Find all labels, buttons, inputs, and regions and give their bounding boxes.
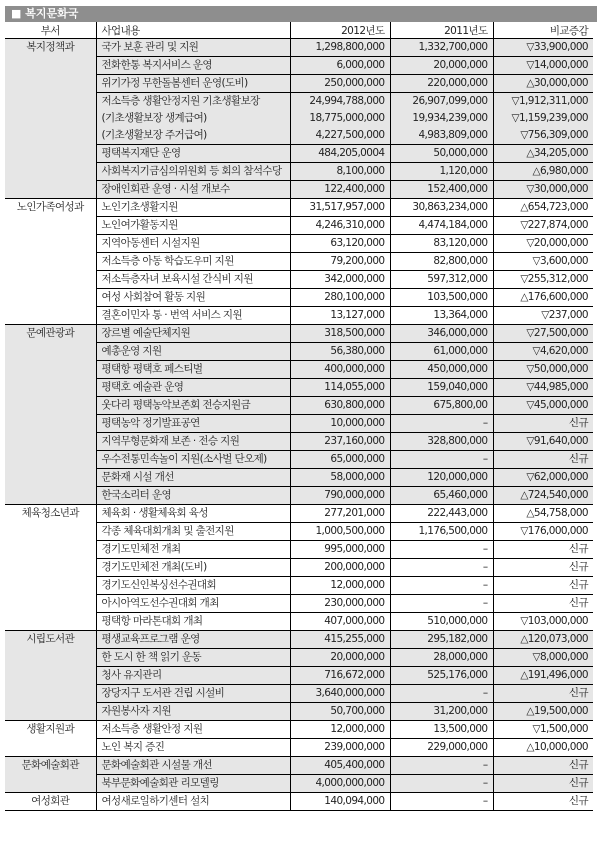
department-cell: 문예관광과 bbox=[5, 325, 96, 505]
amount-2012: 318,500,000 bbox=[290, 325, 390, 343]
amount-2011: 28,000,000 bbox=[390, 649, 493, 667]
amount-2012: 6,000,000 bbox=[290, 57, 390, 75]
change-amount: ▽14,000,000 bbox=[493, 57, 593, 75]
change-amount: ▽30,000,000 bbox=[493, 181, 593, 199]
amount-2012: 407,000,000 bbox=[290, 613, 390, 631]
project-name: 평택항 평택호 페스티벌 bbox=[96, 361, 290, 379]
amount-2011: – bbox=[390, 559, 493, 577]
project-name: 자원봉사자 지원 bbox=[96, 703, 290, 721]
change-amount: 신규 bbox=[493, 451, 593, 469]
amount-2012: 58,000,000 bbox=[290, 469, 390, 487]
change-amount: ▽4,620,000 bbox=[493, 343, 593, 361]
amount-2011: – bbox=[390, 775, 493, 793]
amount-2012: 200,000,000 bbox=[290, 559, 390, 577]
project-name: 청사 유지관리 bbox=[96, 667, 290, 685]
project-name: 예총운영 지원 bbox=[96, 343, 290, 361]
change-amount: △724,540,000 bbox=[493, 487, 593, 505]
amount-2012: 24,994,788,000 bbox=[290, 93, 390, 111]
project-name: 평택농악 정기발표공연 bbox=[96, 415, 290, 433]
change-amount: △30,000,000 bbox=[493, 75, 593, 93]
change-amount: 신규 bbox=[493, 775, 593, 793]
table-row bbox=[5, 793, 593, 811]
project-name: (기초생활보장 생계급여) bbox=[96, 110, 290, 127]
amount-2012: 79,200,000 bbox=[290, 253, 390, 271]
amount-2012: 716,672,000 bbox=[290, 667, 390, 685]
project-name: 장르별 예술단체지원 bbox=[96, 325, 290, 343]
amount-2011: 31,200,000 bbox=[390, 703, 493, 721]
project-name: 장애인회관 운영 · 시설 개보수 bbox=[96, 181, 290, 199]
amount-2011: 328,800,000 bbox=[390, 433, 493, 451]
change-amount: ▽103,000,000 bbox=[493, 613, 593, 631]
change-amount: 신규 bbox=[493, 757, 593, 775]
amount-2011: 65,460,000 bbox=[390, 487, 493, 505]
amount-2012: 4,227,500,000 bbox=[290, 127, 390, 145]
change-amount: ▽255,312,000 bbox=[493, 271, 593, 289]
amount-2012: 4,000,000,000 bbox=[290, 775, 390, 793]
project-name: 한국소리터 운영 bbox=[96, 487, 290, 505]
amount-2012: 237,160,000 bbox=[290, 433, 390, 451]
amount-2012: 114,055,000 bbox=[290, 379, 390, 397]
project-name: 국가 보훈 관리 및 지원 bbox=[96, 39, 290, 57]
amount-2012: 18,775,000,000 bbox=[290, 110, 390, 127]
change-amount: △10,000,000 bbox=[493, 739, 593, 757]
amount-2012: 8,100,000 bbox=[290, 163, 390, 181]
amount-2012: 1,000,500,000 bbox=[290, 523, 390, 541]
department-cell: 여성회관 bbox=[5, 793, 96, 811]
col-header-dept: 부서 bbox=[5, 22, 96, 39]
amount-2012: 3,640,000,000 bbox=[290, 685, 390, 703]
amount-2012: 484,205,0004 bbox=[290, 145, 390, 163]
amount-2012: 250,000,000 bbox=[290, 75, 390, 93]
project-name: 사회복지기금심의위원회 등 회의 참석수당 bbox=[96, 163, 290, 181]
amount-2012: 400,000,000 bbox=[290, 361, 390, 379]
project-name: 노인여가활동지원 bbox=[96, 217, 290, 235]
amount-2011: 1,176,500,000 bbox=[390, 523, 493, 541]
project-name: 저소득층 생활안정지원 기초생활보장 bbox=[96, 93, 290, 111]
change-amount: ▽8,000,000 bbox=[493, 649, 593, 667]
amount-2011: 20,000,000 bbox=[390, 57, 493, 75]
change-amount: △19,500,000 bbox=[493, 703, 593, 721]
col-header-project: 사업내용 bbox=[96, 22, 290, 39]
table-row bbox=[5, 199, 593, 217]
amount-2011: 50,000,000 bbox=[390, 145, 493, 163]
project-name: 위기가정 무한돌봄센터 운영(도비) bbox=[96, 75, 290, 93]
amount-2011: 19,934,239,000 bbox=[390, 110, 493, 127]
amount-2011: 30,863,234,000 bbox=[390, 199, 493, 217]
amount-2012: 63,120,000 bbox=[290, 235, 390, 253]
budget-section bbox=[5, 6, 597, 811]
amount-2011: 220,000,000 bbox=[390, 75, 493, 93]
project-name: 평택항 마라톤대회 개최 bbox=[96, 613, 290, 631]
project-name: 전화한통 복지서비스 운영 bbox=[96, 57, 290, 75]
col-header-2012: 2012년도 bbox=[290, 22, 390, 39]
amount-2011: 222,443,000 bbox=[390, 505, 493, 523]
project-name: 여성 사회참여 활동 지원 bbox=[96, 289, 290, 307]
amount-2011: 82,800,000 bbox=[390, 253, 493, 271]
amount-2011: 229,000,000 bbox=[390, 739, 493, 757]
amount-2012: 280,100,000 bbox=[290, 289, 390, 307]
change-amount: ▽3,600,000 bbox=[493, 253, 593, 271]
amount-2011: 1,120,000 bbox=[390, 163, 493, 181]
change-amount: △120,073,000 bbox=[493, 631, 593, 649]
project-name: 지역아동센터 시설지원 bbox=[96, 235, 290, 253]
amount-2011: 295,182,000 bbox=[390, 631, 493, 649]
amount-2011: 525,176,000 bbox=[390, 667, 493, 685]
project-name: 평택호 예술관 운영 bbox=[96, 379, 290, 397]
amount-2012: 122,400,000 bbox=[290, 181, 390, 199]
change-amount: ▽62,000,000 bbox=[493, 469, 593, 487]
amount-2011: 1,332,700,000 bbox=[390, 39, 493, 57]
table-row bbox=[5, 39, 593, 57]
project-name: 아시아역도선수권대회 개최 bbox=[96, 595, 290, 613]
project-name: 문화재 시설 개선 bbox=[96, 469, 290, 487]
change-amount: △54,758,000 bbox=[493, 505, 593, 523]
project-name: 경기도신인복싱선수권대회 bbox=[96, 577, 290, 595]
table-row bbox=[5, 505, 593, 523]
change-amount: ▽237,000 bbox=[493, 307, 593, 325]
change-amount: 신규 bbox=[493, 559, 593, 577]
project-name: 북부문화예술회관 리모델링 bbox=[96, 775, 290, 793]
change-amount: 신규 bbox=[493, 577, 593, 595]
amount-2012: 50,700,000 bbox=[290, 703, 390, 721]
table-row bbox=[5, 631, 593, 649]
amount-2011: – bbox=[390, 541, 493, 559]
change-amount: ▽1,159,239,000 bbox=[493, 110, 593, 127]
change-amount: △654,723,000 bbox=[493, 199, 593, 217]
department-cell: 노인가족여성과 bbox=[5, 199, 96, 325]
amount-2012: 230,000,000 bbox=[290, 595, 390, 613]
amount-2012: 31,517,957,000 bbox=[290, 199, 390, 217]
change-amount: ▽27,500,000 bbox=[493, 325, 593, 343]
project-name: 저소득층 생활안정 지원 bbox=[96, 721, 290, 739]
department-cell: 생활지원과 bbox=[5, 721, 96, 757]
change-amount: ▽44,985,000 bbox=[493, 379, 593, 397]
change-amount: 신규 bbox=[493, 595, 593, 613]
col-header-2011: 2011년도 bbox=[390, 22, 493, 39]
change-amount: △6,980,000 bbox=[493, 163, 593, 181]
amount-2012: 12,000,000 bbox=[290, 577, 390, 595]
amount-2011: 26,907,099,000 bbox=[390, 93, 493, 111]
amount-2012: 630,800,000 bbox=[290, 397, 390, 415]
amount-2011: – bbox=[390, 451, 493, 469]
amount-2012: 20,000,000 bbox=[290, 649, 390, 667]
change-amount: ▽50,000,000 bbox=[493, 361, 593, 379]
amount-2011: 103,500,000 bbox=[390, 289, 493, 307]
amount-2012: 239,000,000 bbox=[290, 739, 390, 757]
amount-2011: – bbox=[390, 595, 493, 613]
amount-2011: 675,800,00 bbox=[390, 397, 493, 415]
department-cell: 문화예술회관 bbox=[5, 757, 96, 793]
change-amount: ▽756,309,000 bbox=[493, 127, 593, 145]
change-amount: 신규 bbox=[493, 685, 593, 703]
project-name: (기초생활보장 주거급여) bbox=[96, 127, 290, 145]
amount-2011: – bbox=[390, 757, 493, 775]
change-amount: 신규 bbox=[493, 793, 593, 811]
amount-2011: 450,000,000 bbox=[390, 361, 493, 379]
amount-2011: 152,400,000 bbox=[390, 181, 493, 199]
amount-2012: 415,255,000 bbox=[290, 631, 390, 649]
department-cell: 복지정책과 bbox=[5, 39, 96, 199]
department-cell: 체육청소년과 bbox=[5, 505, 96, 631]
project-name: 여성새로일하기센터 설치 bbox=[96, 793, 290, 811]
amount-2011: – bbox=[390, 577, 493, 595]
table-row bbox=[5, 325, 593, 343]
amount-2012: 56,380,000 bbox=[290, 343, 390, 361]
project-name: 노인기초생활지원 bbox=[96, 199, 290, 217]
change-amount: ▽176,000,000 bbox=[493, 523, 593, 541]
amount-2012: 405,400,000 bbox=[290, 757, 390, 775]
amount-2012: 790,000,000 bbox=[290, 487, 390, 505]
project-name: 지역무형문화재 보존 · 전승 지원 bbox=[96, 433, 290, 451]
amount-2012: 342,000,000 bbox=[290, 271, 390, 289]
project-name: 우수전통민속놀이 지원(소사벌 단오제) bbox=[96, 451, 290, 469]
amount-2011: – bbox=[390, 685, 493, 703]
amount-2012: 13,127,000 bbox=[290, 307, 390, 325]
table-body bbox=[5, 39, 593, 811]
change-amount: ▽33,900,000 bbox=[493, 39, 593, 57]
amount-2011: – bbox=[390, 793, 493, 811]
project-name: 장당지구 도서관 건립 시설비 bbox=[96, 685, 290, 703]
project-name: 웃다리 평택농악보존회 전승지원금 bbox=[96, 397, 290, 415]
amount-2011: 346,000,000 bbox=[390, 325, 493, 343]
project-name: 노인 복지 증진 bbox=[96, 739, 290, 757]
amount-2011: 61,000,000 bbox=[390, 343, 493, 361]
department-cell: 시립도서관 bbox=[5, 631, 96, 721]
change-amount: ▽227,874,000 bbox=[493, 217, 593, 235]
amount-2012: 4,246,310,000 bbox=[290, 217, 390, 235]
amount-2011: 83,120,000 bbox=[390, 235, 493, 253]
amount-2011: 13,500,000 bbox=[390, 721, 493, 739]
amount-2011: 4,474,184,000 bbox=[390, 217, 493, 235]
amount-2011: 159,040,000 bbox=[390, 379, 493, 397]
project-name: 평택복지재단 운영 bbox=[96, 145, 290, 163]
change-amount: △191,496,000 bbox=[493, 667, 593, 685]
amount-2012: 12,000,000 bbox=[290, 721, 390, 739]
budget-table bbox=[5, 22, 593, 811]
change-amount: △34,205,000 bbox=[493, 145, 593, 163]
amount-2011: 4,983,809,000 bbox=[390, 127, 493, 145]
project-name: 평생교육프로그램 운영 bbox=[96, 631, 290, 649]
project-name: 결혼이민자 통 · 번역 서비스 지원 bbox=[96, 307, 290, 325]
amount-2011: 597,312,000 bbox=[390, 271, 493, 289]
project-name: 한 도시 한 책 읽기 운동 bbox=[96, 649, 290, 667]
project-name: 문화예술회관 시설물 개선 bbox=[96, 757, 290, 775]
change-amount: ▽20,000,000 bbox=[493, 235, 593, 253]
amount-2011: – bbox=[390, 415, 493, 433]
change-amount: 신규 bbox=[493, 541, 593, 559]
project-name: 저소득층자녀 보육시설 간식비 지원 bbox=[96, 271, 290, 289]
amount-2011: 510,000,000 bbox=[390, 613, 493, 631]
project-name: 경기도민체전 개최(도비) bbox=[96, 559, 290, 577]
change-amount: ▽45,000,000 bbox=[493, 397, 593, 415]
amount-2011: 120,000,000 bbox=[390, 469, 493, 487]
section-title-bar: ■ 복지문화국 bbox=[5, 6, 597, 22]
col-header-change: 비교증감 bbox=[493, 22, 593, 39]
project-name: 체육회 · 생활체육회 육성 bbox=[96, 505, 290, 523]
change-amount: 신규 bbox=[493, 415, 593, 433]
change-amount: △176,600,000 bbox=[493, 289, 593, 307]
project-name: 경기도민체전 개최 bbox=[96, 541, 290, 559]
change-amount: ▽91,640,000 bbox=[493, 433, 593, 451]
table-header-row bbox=[5, 22, 593, 39]
table-row bbox=[5, 757, 593, 775]
amount-2012: 1,298,800,000 bbox=[290, 39, 390, 57]
table-row bbox=[5, 721, 593, 739]
amount-2012: 277,201,000 bbox=[290, 505, 390, 523]
amount-2012: 140,094,000 bbox=[290, 793, 390, 811]
change-amount: ▽1,500,000 bbox=[493, 721, 593, 739]
change-amount: ▽1,912,311,000 bbox=[493, 93, 593, 111]
amount-2012: 65,000,000 bbox=[290, 451, 390, 469]
amount-2012: 10,000,000 bbox=[290, 415, 390, 433]
project-name: 각종 체육대회개최 및 출전지원 bbox=[96, 523, 290, 541]
amount-2011: 13,364,000 bbox=[390, 307, 493, 325]
amount-2012: 995,000,000 bbox=[290, 541, 390, 559]
project-name: 저소득층 아동 학습도우미 지원 bbox=[96, 253, 290, 271]
